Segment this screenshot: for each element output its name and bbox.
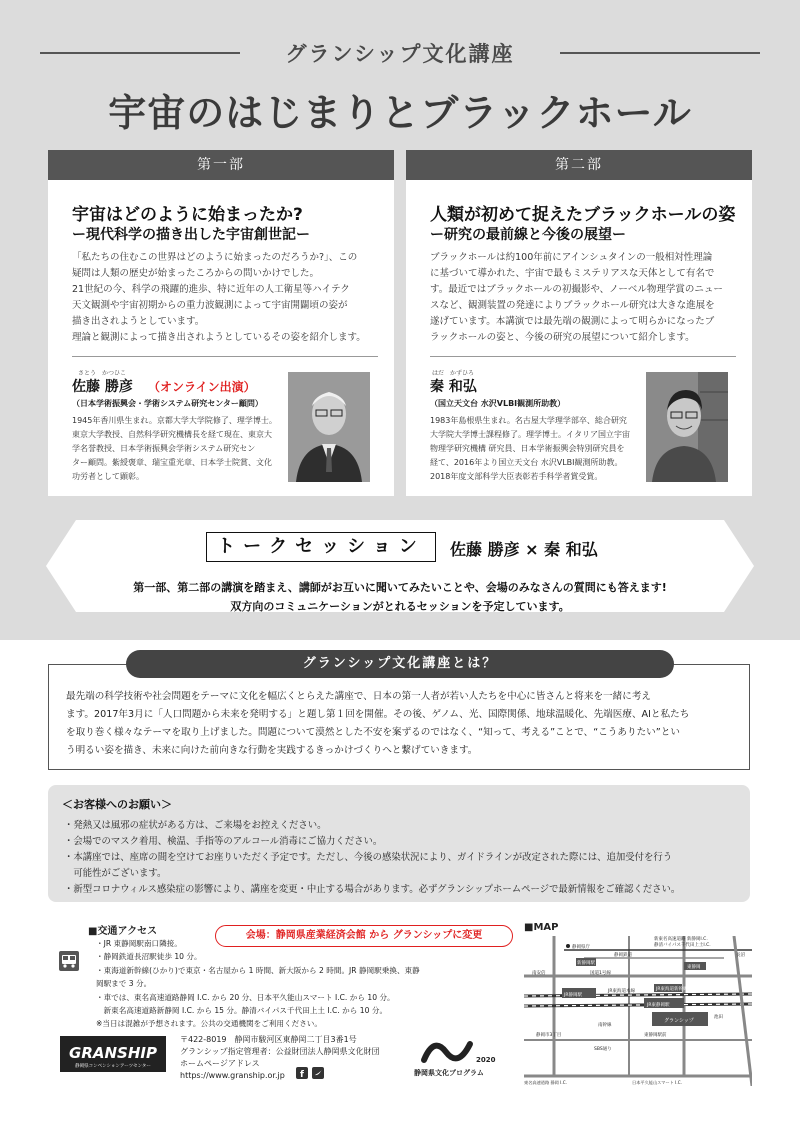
- talk-title: トークセッション: [217, 536, 425, 557]
- map-label-route1: 国道1号線: [590, 971, 611, 976]
- map-label-shin-tomei: 新東名高速道路 新静岡I.C.: [654, 937, 708, 942]
- manager: グランシップ指定管理者：公益財団法人静岡県文化財団: [180, 1047, 380, 1056]
- talk-description: 第一部、第二部の講演を踏まえ、講師がお互いに聞いてみたいことや、会場のみなさんの質問にも答えます! 双方向のコミュニケーションがとれるセッションを予定しています。: [133, 581, 667, 613]
- map-label-nagao: 長沼: [736, 953, 745, 958]
- speaker1-photo: [288, 372, 370, 482]
- part2-panel: [406, 150, 752, 496]
- map-label-granship: グランシップ: [664, 1018, 694, 1024]
- venue-change-notice: 会場：静岡県産業経済会館 から グランシップに変更: [215, 925, 513, 947]
- map-label-minami-machi: 南安倍: [532, 971, 546, 976]
- part1-label: 第一部: [48, 150, 394, 180]
- speaker1-bio: 1945年香川県生まれ。京都大学大学院修了、理学博士。 東京大学教授、自然科学研究機構長を経て現在、東京大 学名誉教授、日本学術振興会学術システム研究セン ター顧問。紫綬褒章、瑞宝重光章、日本学士院賞、文化 功労者として顕彰。: [72, 416, 277, 481]
- svg-text:GRANSHIP: GRANSHIP: [69, 1044, 157, 1062]
- notice-item: ・会場でのマスク着用、検温、手指等のアルコール消毒にご協力ください。: [64, 836, 383, 847]
- map-label-tokaido-line: JR東海道本線: [608, 989, 635, 994]
- speaker2-bio: 1983年島根県生まれ。名古屋大学理学部卒、総合研究 大学院大学博士課程修了。理学博士。イタリア国立宇宙 物理学研究機構 研究員、日本学術振興会特別研究員を 経て、2016年より国立天文台 水沢VLBI観測所助教。 2018年度文部科学大臣表彰若手科学者賞受賞。: [430, 416, 630, 481]
- access-list: [96, 937, 426, 1031]
- svg-text:静岡県コンベンションアーツセンター: 静岡県コンベンションアーツセンター: [75, 1064, 151, 1069]
- part2-label: 第二部: [406, 150, 752, 180]
- about-text: 最先端の科学技術や社会問題をテーマに文化を幅広くとらえた講座で、日本の第一人者が若い人たちを中心に皆さんと将来を一緒に考え ます。2017年3月に「人口問題から未来を発明する」と題し第１回を開催。その後、ゲノム、光、国際関係、地球温暖化、先端医療、AIと私たち を取り巻く様々なテーマを取り上げました。問題について漠然とした不安を案ずるのではなく、“知って、考える”ことで、“こうありたい”とい う明るい姿を描き、未来に向けた前向きな行動を実践するきっかけづくりへと繋げていきます。: [66, 691, 690, 756]
- access-map: [524, 936, 752, 1086]
- program-label: 静岡県文化プログラム: [414, 1069, 484, 1077]
- map-label-nihondaira-ic: 日本平久能山スマート I.C.: [632, 1080, 682, 1085]
- about-title: グランシップ文化講座とは？: [126, 650, 674, 678]
- map-label-shin-shizuoka: 新静岡駅: [577, 961, 595, 966]
- hp-label: ホームページアドレス: [180, 1059, 260, 1068]
- access-item: ・車では、東名高速道路静岡 I.C. から 20 分、日本平久能山スマート I.C. から 10 分。: [96, 992, 395, 1002]
- map-label-yumenomachi: 南幹線: [598, 1023, 612, 1028]
- sns-icons: [296, 1067, 328, 1079]
- map-label-shizuoka-tetsudo: 静岡鉄道: [614, 953, 632, 958]
- part2-subtitle: ー研究の最前線と今後の展望ー: [430, 227, 626, 243]
- map-label-jr-higashi: JR東静岡駅: [647, 1003, 670, 1008]
- speaker2-name: 秦 和弘: [430, 379, 477, 395]
- part2-body: ブラックホールは約100年前にアインシュタインの一般相対性理論 に基づいて導かれた、宇宙で最もミステリアスな天体として有名で す。最近ではブラックホールの初撮影や、ノーベル物理学賞のニュー スなど、観測装置の発達によりブラックホール研究は大きな進展を 遂げています。本講演では最先端の観測によって明らかになったブ ラックホールの姿と、今後の研究の展望について紹介します。: [430, 252, 723, 343]
- website-link[interactable]: https://www.granship.or.jp: [180, 1071, 285, 1080]
- map-label-ekimae: 東静岡駅前: [644, 1033, 667, 1038]
- map-title: ■MAP: [524, 922, 559, 933]
- program-year: 2020: [476, 1056, 496, 1064]
- map-label-bypass: 静清バイパス千代田上土I.C.: [654, 943, 711, 948]
- speaker2-photo: [646, 372, 728, 482]
- organization-info: [180, 1034, 380, 1082]
- map-label-jr-shizuoka: JR静岡駅: [564, 993, 582, 998]
- notice-item: ・発熱又は風邪の症状がある方は、ご来場をお控えください。: [64, 820, 327, 831]
- map-label-tomei-ic: 東名高速道路 静岡 I.C.: [524, 1080, 567, 1085]
- bus-icon: [58, 950, 80, 972]
- access-item: ・静岡鉄道長沼駅徒歩 10 分。: [96, 952, 202, 962]
- part1-subtitle: ー現代科学の描き出した宇宙創世記ー: [72, 227, 310, 243]
- series-title: グランシップ文化講座: [285, 42, 515, 66]
- map-label-pref-office: 静岡県庁: [572, 945, 590, 950]
- part1-divider: [72, 356, 378, 357]
- part2-divider: [430, 356, 736, 357]
- notice-item: ・本講座では、座席の間を空けてお座りいただく予定です。ただし、今後の感染状況により、ガイドラインが改定された際には、追加受付を行う: [64, 852, 673, 863]
- svg-text:f: f: [300, 1070, 304, 1079]
- speaker1-affiliation: （日本学術振興会・学術システム研究センター顧問）: [72, 399, 263, 408]
- page-title: 宇宙のはじまりとブラックホール: [108, 91, 692, 135]
- twitter-icon: [312, 1067, 324, 1079]
- map-label-sbs: SBS通り: [594, 1047, 612, 1052]
- series-line-right: [560, 52, 760, 54]
- speaker2-affiliation: （国立天文台 水沢VLBI観測所助教）: [430, 399, 566, 408]
- notice-title: ＜お客様へのお願い＞: [62, 798, 172, 811]
- address: 〒422-8019 静岡市駿河区東静岡二丁目3番1号: [180, 1035, 357, 1044]
- access-item: ・JR 東静岡駅南口隣接。: [96, 939, 182, 948]
- notice-list: [64, 818, 744, 898]
- part1-title: 宇宙はどのように始まったか?: [72, 205, 303, 225]
- speaker2-ruby: はだ かずひろ: [432, 370, 475, 377]
- map-label-higashi-shizuoka: 東静岡: [687, 965, 701, 970]
- notice-item: 可能性がございます。: [64, 868, 167, 879]
- access-item: ・東海道新幹線(ひかり)で東京・名古屋から 1 時間、新大阪から 2 時間。JR 静岡駅乗換、東静岡駅まで 3 分。: [96, 965, 420, 989]
- map-label-shizuoka-ic-road: 池田: [714, 1015, 723, 1020]
- speaker1-ruby: さとう かつひこ: [78, 370, 127, 377]
- access-title: ■交通アクセス: [88, 926, 158, 937]
- talk-people: 佐藤 勝彦 × 秦 和弘: [450, 540, 598, 559]
- online-badge: （オンライン出演）: [148, 380, 256, 394]
- map-label-shinkansen: JR東海道新幹線: [656, 987, 688, 992]
- part1-body: 「私たちの住むこの世界はどのように始まったのだろうか?」、この 疑問は人類の歴史が始まったころからの問いかけでした。 21世紀の今、科学の飛躍的進歩、特に近年の人工衛星等ハイテク 天文観測や宇宙初期からの重力波観測によって宇宙開闢頃の姿が 描き出されようとしています。 理論と観測によって描き出されようとしているその姿を紹介します。: [72, 252, 366, 343]
- access-item: ※当日は混雑が予想されます。公共の交通機関をご利用ください。: [96, 1019, 322, 1029]
- map-label-naka-road: 静岡市3丁目: [536, 1033, 562, 1038]
- granship-logo: [60, 1036, 166, 1072]
- notice-item: ・新型コロナウィルス感染症の影響により、講座を変更・中止する場合があります。必ずグランシップホームページで最新情報をご確認ください。: [64, 884, 681, 895]
- speaker1-name: 佐藤 勝彦: [72, 379, 133, 395]
- part2-title: 人類が初めて捉えたブラックホールの姿: [430, 205, 736, 225]
- access-item: 新東名高速道路新静岡 I.C. から 15 分。静清バイパス千代田上土 I.C. から 10 分。: [96, 1006, 388, 1016]
- part1-panel: [48, 150, 394, 496]
